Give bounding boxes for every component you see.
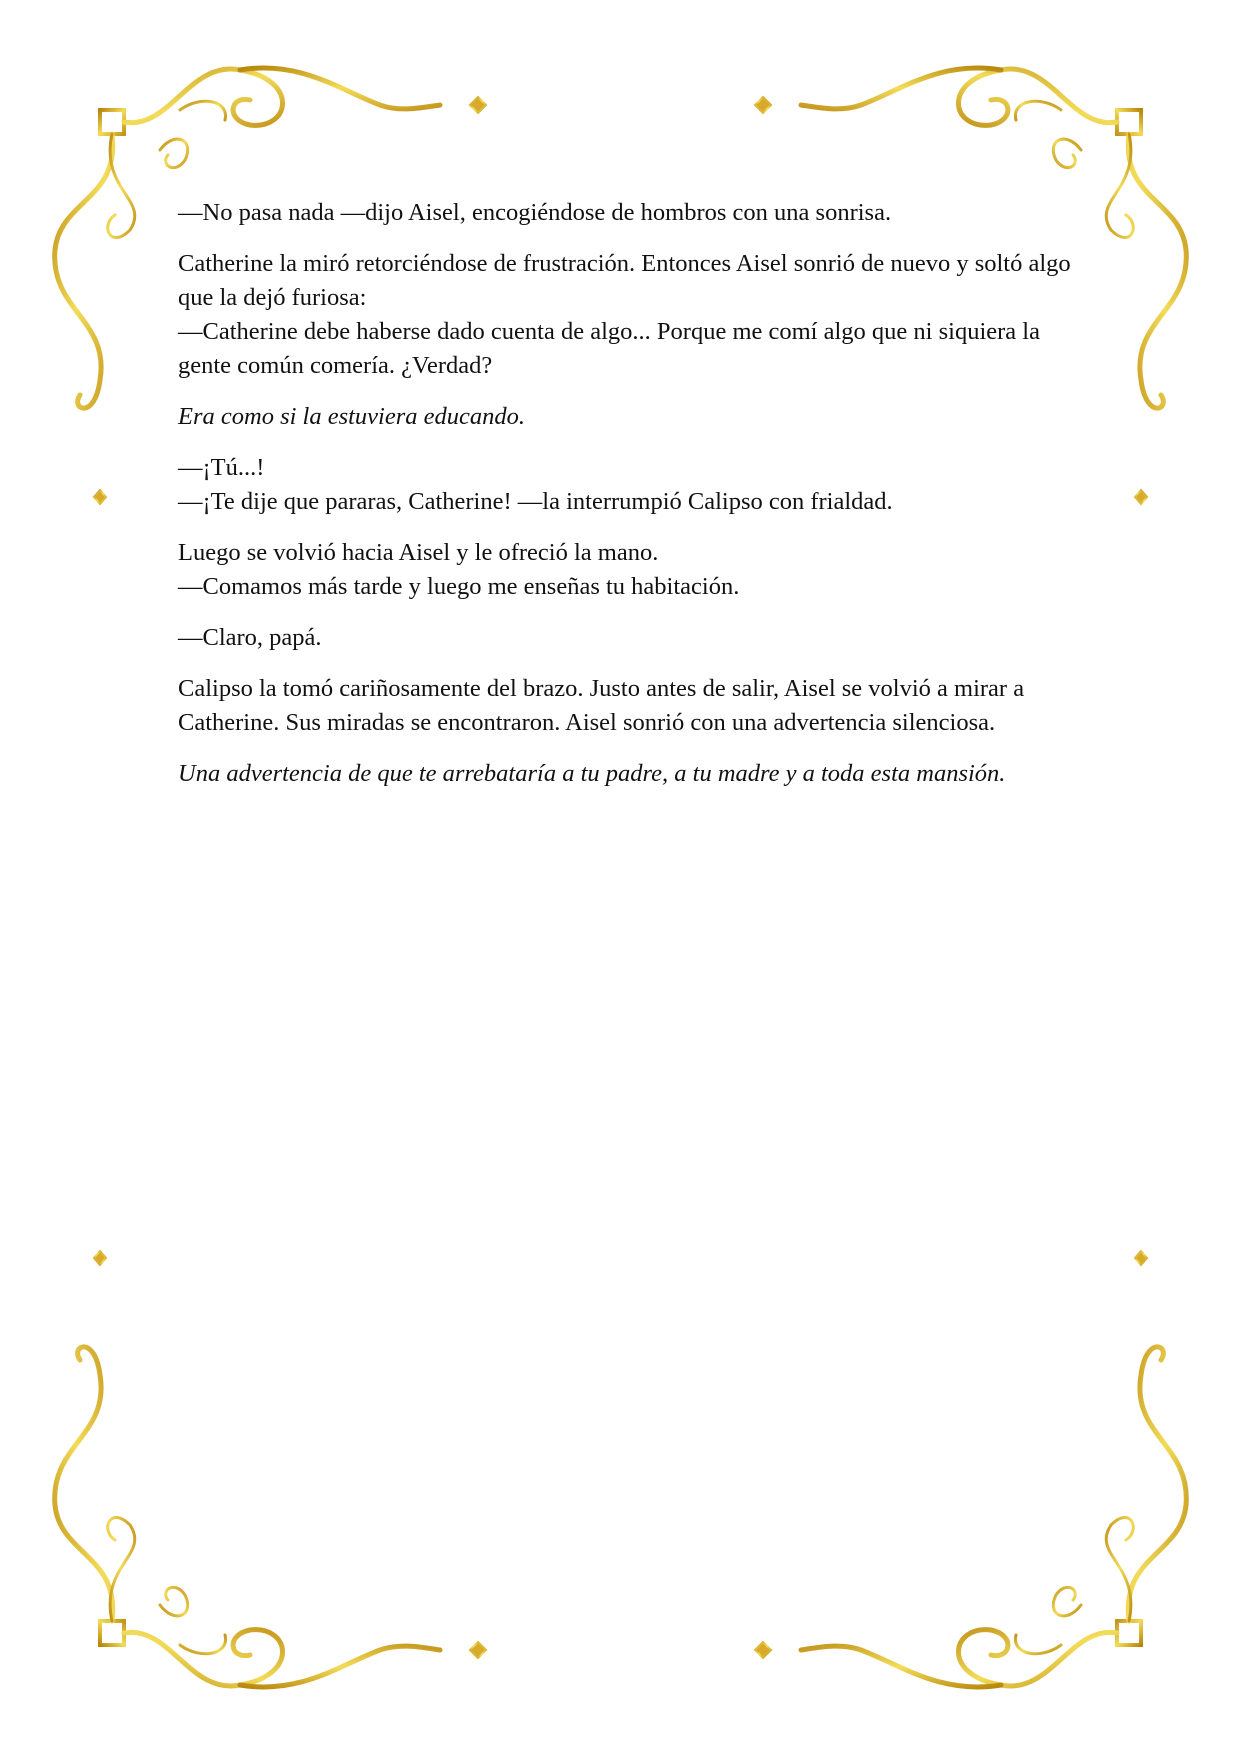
story-text — [178, 196, 1078, 808]
paragraph — [178, 621, 1078, 655]
text-line: Luego se volvió hacia Aisel y le ofreció la mano. — [178, 539, 659, 566]
text-line: Calipso la tomó cariñosamente del brazo. Justo antes de salir, Aisel se volvió a mirar a Catherine. Sus miradas se encontraron. Aisel sonrió con una advertencia silenciosa. — [178, 675, 1025, 736]
corner-ornament-bottom-right — [755, 1251, 1186, 1687]
text-line: Una advertencia de que te arrebataría a tu padre, a tu madre y a toda esta mansión. — [178, 760, 1006, 787]
paragraph — [178, 672, 1078, 740]
paragraph — [178, 536, 1078, 604]
paragraph — [178, 451, 1078, 519]
corner-ornament-bottom-left — [55, 1251, 486, 1687]
text-line: —No pasa nada —dijo Aisel, encogiéndose de hombros con una sonrisa. — [178, 199, 892, 226]
text-line: Era como si la estuviera educando. — [178, 403, 526, 430]
text-line: —¡Tú...! — [178, 454, 265, 481]
paragraph — [178, 757, 1078, 791]
text-line: —Catherine debe haberse dado cuenta de algo... Porque me comí algo que ni siquiera la gente común comería. ¿Verdad? — [178, 318, 1040, 379]
paragraph — [178, 247, 1078, 383]
text-line: —¡Te dije que pararas, Catherine! —la interrumpió Calipso con frialdad. — [178, 488, 893, 515]
text-line: —Comamos más tarde y luego me enseñas tu habitación. — [178, 573, 740, 600]
paragraph — [178, 400, 1078, 434]
text-line: Catherine la miró retorciéndose de frustración. Entonces Aisel sonrió de nuevo y soltó algo que la dejó furiosa: — [178, 250, 1071, 311]
text-line: —Claro, papá. — [178, 624, 322, 651]
paragraph — [178, 196, 1078, 230]
